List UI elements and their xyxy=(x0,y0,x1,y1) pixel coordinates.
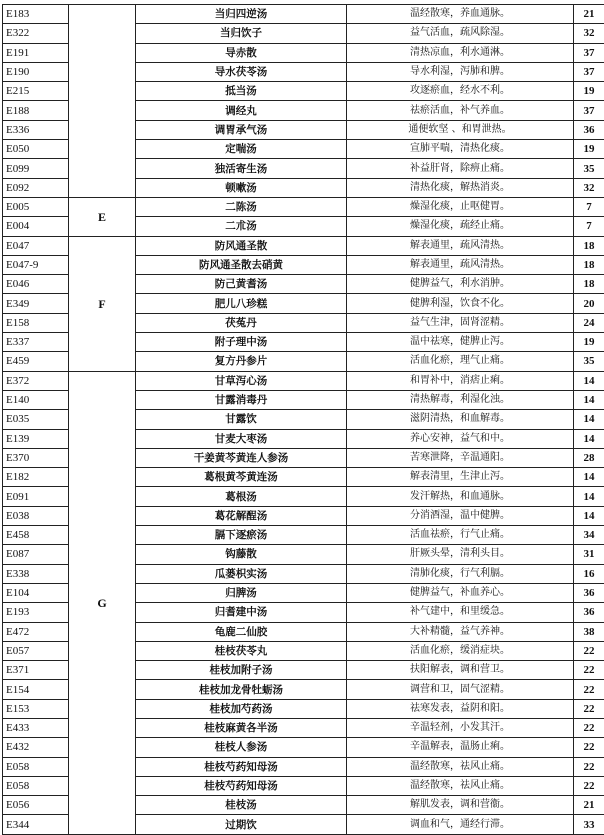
page-number: 22 xyxy=(574,776,604,795)
formula-name: 葛花解酲汤 xyxy=(136,506,347,525)
formula-effect: 调营和卫，固气涩精。 xyxy=(347,680,574,699)
formula-effect: 温经散寒，祛风止痛。 xyxy=(347,757,574,776)
formula-name: 桂枝加附子汤 xyxy=(136,661,347,680)
page-number: 7 xyxy=(574,217,604,236)
formula-effect: 宣肺平喘，清热化痰。 xyxy=(347,140,574,159)
formula-name: 钩藤散 xyxy=(136,545,347,564)
formula-code: E158 xyxy=(3,313,69,332)
page-number: 7 xyxy=(574,197,604,216)
page-number: 19 xyxy=(574,82,604,101)
page-number: 37 xyxy=(574,101,604,120)
formula-name: 调胃承气汤 xyxy=(136,120,347,139)
formula-code: E193 xyxy=(3,603,69,622)
page-number: 18 xyxy=(574,275,604,294)
formula-name: 抵当汤 xyxy=(136,82,347,101)
formula-code: E183 xyxy=(3,5,69,24)
formula-code: E458 xyxy=(3,526,69,545)
formula-code: E188 xyxy=(3,101,69,120)
formula-effect: 活血祛瘀，行气止痛。 xyxy=(347,526,574,545)
formula-name: 茯菟丹 xyxy=(136,313,347,332)
page-number: 18 xyxy=(574,255,604,274)
table-row xyxy=(3,371,604,390)
page-number: 37 xyxy=(574,43,604,62)
formula-code: E087 xyxy=(3,545,69,564)
formula-name: 桂枝麻黄各半汤 xyxy=(136,718,347,737)
page-number: 28 xyxy=(574,448,604,467)
group-letter xyxy=(69,5,136,198)
formula-name: 防己黄耆汤 xyxy=(136,275,347,294)
table-row xyxy=(3,5,604,24)
formula-effect: 调血和气，通经行滞。 xyxy=(347,815,574,834)
group-letter: G xyxy=(69,371,136,834)
formula-effect: 清热化痰，解热消炎。 xyxy=(347,178,574,197)
formula-name: 葛根黄芩黄连汤 xyxy=(136,468,347,487)
formula-code: E372 xyxy=(3,371,69,390)
table-row xyxy=(3,236,604,255)
formula-code: E004 xyxy=(3,217,69,236)
formula-code: E047-9 xyxy=(3,255,69,274)
formula-code: E139 xyxy=(3,429,69,448)
formula-code: E432 xyxy=(3,738,69,757)
page-number: 14 xyxy=(574,468,604,487)
formula-code: E058 xyxy=(3,776,69,795)
page-number: 21 xyxy=(574,796,604,815)
page-number: 35 xyxy=(574,352,604,371)
formula-name: 附子理中汤 xyxy=(136,333,347,352)
formula-name: 甘露消毒丹 xyxy=(136,390,347,409)
page-number: 14 xyxy=(574,506,604,525)
formula-name: 导赤散 xyxy=(136,43,347,62)
page-number: 22 xyxy=(574,699,604,718)
page-number: 14 xyxy=(574,371,604,390)
formula-effect: 补益肝肾，除痹止痛。 xyxy=(347,159,574,178)
page-number: 36 xyxy=(574,120,604,139)
formula-name: 桂枝汤 xyxy=(136,796,347,815)
formula-code: E322 xyxy=(3,24,69,43)
formula-code: E154 xyxy=(3,680,69,699)
formula-name: 膈下逐瘀汤 xyxy=(136,526,347,545)
formula-name: 复方丹参片 xyxy=(136,352,347,371)
page-number: 22 xyxy=(574,718,604,737)
formula-effect: 燥湿化痰，疏经止痛。 xyxy=(347,217,574,236)
formula-name: 当归四逆汤 xyxy=(136,5,347,24)
page-number: 22 xyxy=(574,738,604,757)
formula-effect: 辛温解表，温肠止痢。 xyxy=(347,738,574,757)
page-number: 32 xyxy=(574,178,604,197)
formula-effect: 解表通里，疏风清热。 xyxy=(347,236,574,255)
formula-code: E047 xyxy=(3,236,69,255)
page-number: 31 xyxy=(574,545,604,564)
formula-code: E344 xyxy=(3,815,69,834)
formula-name: 肥儿八珍糕 xyxy=(136,294,347,313)
formula-code: E046 xyxy=(3,275,69,294)
formula-effect: 滋阴清热，和血解毒。 xyxy=(347,410,574,429)
formula-effect: 攻逐瘀血，经水不利。 xyxy=(347,82,574,101)
formula-name: 当归饮子 xyxy=(136,24,347,43)
formula-code: E050 xyxy=(3,140,69,159)
page-number: 22 xyxy=(574,661,604,680)
formula-code: E459 xyxy=(3,352,69,371)
formula-name: 导水茯苓汤 xyxy=(136,62,347,81)
formula-index-body xyxy=(3,5,604,835)
formula-code: E371 xyxy=(3,661,69,680)
formula-name: 归脾汤 xyxy=(136,583,347,602)
formula-name: 桂枝芍药知母汤 xyxy=(136,776,347,795)
formula-code: E370 xyxy=(3,448,69,467)
formula-effect: 辛温轻剂，小发其汗。 xyxy=(347,718,574,737)
formula-effect: 健脾益气，利水消肿。 xyxy=(347,275,574,294)
formula-effect: 祛瘀活血，补气养血。 xyxy=(347,101,574,120)
formula-code: E104 xyxy=(3,583,69,602)
formula-name: 桂枝加芍药汤 xyxy=(136,699,347,718)
page-number: 22 xyxy=(574,757,604,776)
formula-effect: 清热凉血，利水通淋。 xyxy=(347,43,574,62)
formula-code: E038 xyxy=(3,506,69,525)
formula-name: 顿嗽汤 xyxy=(136,178,347,197)
formula-effect: 益气生津，固肾涩精。 xyxy=(347,313,574,332)
formula-effect: 养心安神，益气和中。 xyxy=(347,429,574,448)
formula-effect: 肝厥头晕，清利头目。 xyxy=(347,545,574,564)
formula-name: 二朮汤 xyxy=(136,217,347,236)
formula-effect: 补气建中，和里缓急。 xyxy=(347,603,574,622)
page-number: 16 xyxy=(574,564,604,583)
formula-name: 调经丸 xyxy=(136,101,347,120)
formula-effect: 活血化瘀，缓消症块。 xyxy=(347,641,574,660)
formula-code: E190 xyxy=(3,62,69,81)
formula-code: E472 xyxy=(3,622,69,641)
formula-index-table xyxy=(2,4,604,835)
formula-code: E349 xyxy=(3,294,69,313)
formula-code: E191 xyxy=(3,43,69,62)
formula-name: 甘露饮 xyxy=(136,410,347,429)
formula-code: E215 xyxy=(3,82,69,101)
formula-effect: 清肺化痰，行气利膈。 xyxy=(347,564,574,583)
formula-name: 定喘汤 xyxy=(136,140,347,159)
formula-code: E140 xyxy=(3,390,69,409)
page-number: 19 xyxy=(574,140,604,159)
formula-name: 防风通圣散去硝黄 xyxy=(136,255,347,274)
formula-code: E433 xyxy=(3,718,69,737)
page-number: 37 xyxy=(574,62,604,81)
page-number: 36 xyxy=(574,603,604,622)
table-row xyxy=(3,197,604,216)
formula-code: E092 xyxy=(3,178,69,197)
formula-effect: 和胃补中，消痞止痢。 xyxy=(347,371,574,390)
formula-code: E182 xyxy=(3,468,69,487)
formula-name: 甘草泻心汤 xyxy=(136,371,347,390)
formula-name: 葛根汤 xyxy=(136,487,347,506)
page-number: 21 xyxy=(574,5,604,24)
formula-effect: 祛寒发表，益阴和阳。 xyxy=(347,699,574,718)
group-letter: E xyxy=(69,197,136,236)
formula-name: 桂枝加龙骨牡蛎汤 xyxy=(136,680,347,699)
page-number: 20 xyxy=(574,294,604,313)
formula-effect: 燥湿化痰，止呕健胃。 xyxy=(347,197,574,216)
page-number: 14 xyxy=(574,429,604,448)
page-number: 32 xyxy=(574,24,604,43)
formula-effect: 苦寒泄降，辛温通阳。 xyxy=(347,448,574,467)
formula-code: E035 xyxy=(3,410,69,429)
page-number: 33 xyxy=(574,815,604,834)
formula-code: E099 xyxy=(3,159,69,178)
formula-effect: 发汗解热，和血通脉。 xyxy=(347,487,574,506)
formula-code: E005 xyxy=(3,197,69,216)
formula-effect: 导水利湿，泻肺和脾。 xyxy=(347,62,574,81)
formula-effect: 通便软坚 、和胃泄热。 xyxy=(347,120,574,139)
formula-name: 干姜黄芩黄连人参汤 xyxy=(136,448,347,467)
formula-effect: 大补精髓，益气养神。 xyxy=(347,622,574,641)
formula-code: E091 xyxy=(3,487,69,506)
formula-code: E057 xyxy=(3,641,69,660)
page-number: 36 xyxy=(574,583,604,602)
formula-name: 甘麦大枣汤 xyxy=(136,429,347,448)
formula-name: 瓜蒌枳实汤 xyxy=(136,564,347,583)
formula-code: E338 xyxy=(3,564,69,583)
formula-effect: 清热解毒，利湿化浊。 xyxy=(347,390,574,409)
page-number: 22 xyxy=(574,680,604,699)
formula-name: 桂枝人参汤 xyxy=(136,738,347,757)
formula-effect: 健脾利湿，饮食不化。 xyxy=(347,294,574,313)
page-number: 35 xyxy=(574,159,604,178)
formula-effect: 扶阳解表，调和营卫。 xyxy=(347,661,574,680)
formula-effect: 解表通里，疏风清热。 xyxy=(347,255,574,274)
formula-name: 过期饮 xyxy=(136,815,347,834)
formula-effect: 温经散寒，养血通脉。 xyxy=(347,5,574,24)
formula-effect: 活血化瘀，理气止痛。 xyxy=(347,352,574,371)
page-number: 19 xyxy=(574,333,604,352)
formula-effect: 温经散寒，祛风止痛。 xyxy=(347,776,574,795)
page-number: 22 xyxy=(574,641,604,660)
formula-effect: 健脾益气，补血养心。 xyxy=(347,583,574,602)
page-number: 24 xyxy=(574,313,604,332)
page-number: 34 xyxy=(574,526,604,545)
formula-effect: 解表清里，生津止泻。 xyxy=(347,468,574,487)
formula-effect: 温中祛寒，健脾止泻。 xyxy=(347,333,574,352)
formula-name: 防风通圣散 xyxy=(136,236,347,255)
formula-effect: 解肌发表，调和营衞。 xyxy=(347,796,574,815)
formula-code: E058 xyxy=(3,757,69,776)
formula-effect: 分消酒湿，温中健脾。 xyxy=(347,506,574,525)
formula-effect: 益气活血，疏风除湿。 xyxy=(347,24,574,43)
group-letter: F xyxy=(69,236,136,371)
formula-name: 归耆建中汤 xyxy=(136,603,347,622)
page-number: 38 xyxy=(574,622,604,641)
formula-code: E056 xyxy=(3,796,69,815)
page-number: 14 xyxy=(574,410,604,429)
formula-name: 桂枝茯苓丸 xyxy=(136,641,347,660)
formula-name: 桂枝芍药知母汤 xyxy=(136,757,347,776)
formula-code: E337 xyxy=(3,333,69,352)
page-number: 18 xyxy=(574,236,604,255)
page-number: 14 xyxy=(574,390,604,409)
formula-name: 独活寄生汤 xyxy=(136,159,347,178)
formula-code: E336 xyxy=(3,120,69,139)
formula-name: 龟鹿二仙胶 xyxy=(136,622,347,641)
page-number: 14 xyxy=(574,487,604,506)
formula-code: E153 xyxy=(3,699,69,718)
formula-name: 二陈汤 xyxy=(136,197,347,216)
